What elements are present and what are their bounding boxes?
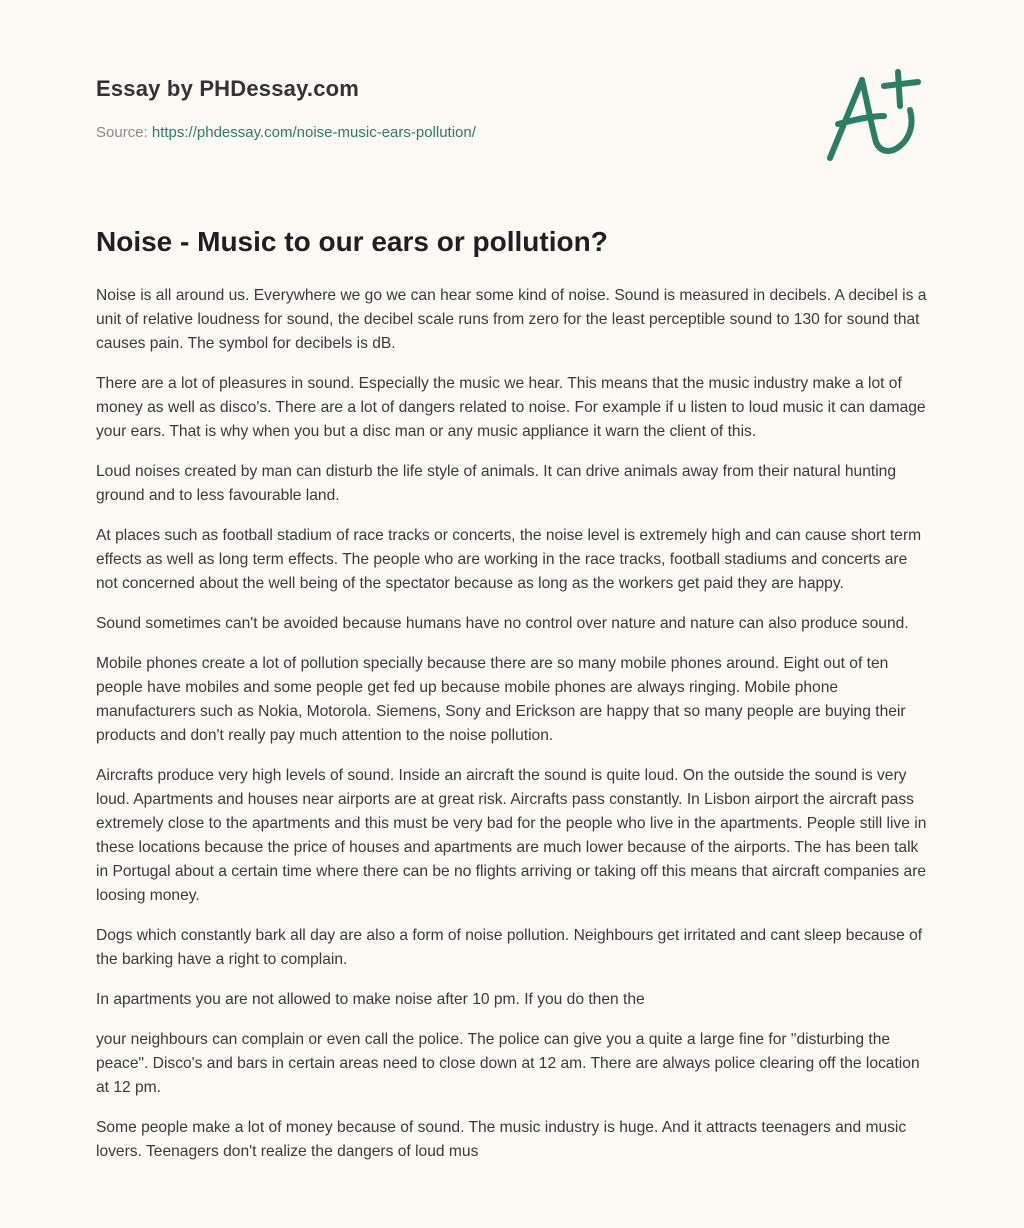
source-line [96, 124, 476, 141]
essay-paragraph: At places such as football stadium of race tracks or concerts, the noise level is extremely high and can cause short term effects as well as long term effects. The people who are working in the race tracks, football stadiums and concerts are not concerned about the well being of the spectator because as long as the workers get paid they are happy. [96, 527, 922, 592]
essay-paragraph: Noise is all around us. Everywhere we go we can hear some kind of noise. Sound is measured in decibels. A decibel is a unit of relative loudness for sound, the decibel scale runs from zero for the least perceptible sound to 130 for sound that causes pain. The symbol for decibels is dB. [96, 287, 927, 352]
essay-title: Noise - Music to our ears or pollution? [96, 226, 608, 257]
essay-paragraph: Aircrafts produce very high levels of sound. Inside an aircraft the sound is quite loud. On the outside the sound is very loud. Apartments and houses near airports are at great risk. Aircrafts pass constantly. In Lisbon airport the aircraft pass extremely close to the apartments and this must be very bad for the people who live in the apartments. People still live in these locations because the price of houses and apartments are much lower because of the airports. The has been talk in Portugal about a certain time where there can be no flights arriving or taking off this means that aircraft companies are loosing money. [96, 767, 927, 904]
brand-title: Essay by PHDessay.com [96, 76, 360, 101]
essay-paragraph: Dogs which constantly bark all day are also a form of noise pollution. Neighbours get irritated and cant sleep because of the barking have a right to complain. [96, 927, 923, 968]
source-link[interactable]: https://phdessay.com/noise-music-ears-pollution/ [151, 124, 476, 141]
essay-body [96, 284, 928, 1180]
source-label: Source: [96, 124, 148, 141]
essay-paragraph: There are a lot of pleasures in sound. Especially the music we hear. This means that the music industry make a lot of money as well as disco's. There are a lot of dangers related to noise. For example if u listen to loud music it can damage your ears. That is why when you but a disc man or any music appliance it warn the client of this. [96, 375, 926, 440]
site-header [96, 0, 928, 200]
a-plus-grade-icon [824, 66, 928, 166]
essay-paragraph: Some people make a lot of money because of sound. The music industry is huge. And it attracts teenagers and music lovers. Teenagers don't realize the dangers of loud mus [96, 1119, 907, 1160]
essay-paragraph: Loud noises created by man can disturb the life style of animals. It can drive animals away from their natural hunting ground and to less favourable land. [96, 463, 897, 504]
essay-paragraph: Sound sometimes can't be avoided because humans have no control over nature and nature can also produce sound. [96, 615, 909, 632]
essay-paragraph: In apartments you are not allowed to make noise after 10 pm. If you do then the [96, 991, 645, 1008]
essay-paragraph: Mobile phones create a lot of pollution specially because there are so many mobile phones around. Eight out of ten people have mobiles and some people get fed up because mobile phones are always ringing. Mobile phone manufacturers such as Nokia, Motorola. Siemens, Sony and Erickson are happy that so many people are buying their products and don't really pay much attention to the noise pollution. [96, 655, 906, 744]
essay-paragraph: your neighbours can complain or even call the police. The police can give you a quite a large fine for "disturbing the peace". Disco's and bars in certain areas need to close down at 12 am. There are always police clearing off the location at 12 pm. [96, 1031, 920, 1096]
essay-page [96, 0, 928, 1160]
